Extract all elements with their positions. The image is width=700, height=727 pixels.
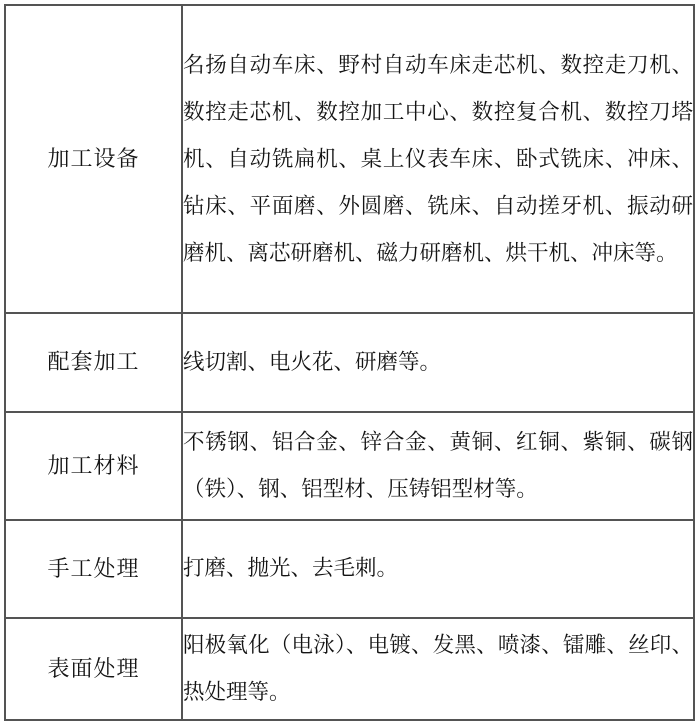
- row-label-processing-materials: 加工材料: [5, 412, 182, 521]
- table-row: [5, 313, 694, 411]
- row-label-surface-treatment: 表面处理: [5, 618, 182, 720]
- row-content-processing-equipment: 名扬自动车床、野村自动车床走芯机、数控走刀机、数控走芯机、数控加工中心、数控复合机、数控刀塔机、自动铣扁机、桌上仪表车床、卧式铣床、冲床、钻床、平面磨、外圆磨、铣床、自动搓牙机、振动研磨机、离芯研磨机、磁力研磨机、烘干机、冲床等。: [182, 5, 694, 313]
- row-content-supporting-processing: 线切割、电火花、研磨等。: [182, 313, 694, 411]
- row-label-manual-processing: 手工处理: [5, 520, 182, 617]
- table-row: [5, 5, 694, 313]
- row-label-supporting-processing: 配套加工: [5, 313, 182, 411]
- table-row: [5, 618, 694, 720]
- row-label-processing-equipment: 加工设备: [5, 5, 182, 313]
- row-content-manual-processing: 打磨、抛光、去毛刺。: [182, 520, 694, 617]
- row-content-surface-treatment: 阳极氧化（电泳）、电镀、发黑、喷漆、镭雕、丝印、热处理等。: [182, 618, 694, 720]
- row-content-processing-materials: 不锈钢、铝合金、锌合金、黄铜、红铜、紫铜、碳钢（铁）、钢、铝型材、压铸铝型材等。: [182, 412, 694, 521]
- table-row: [5, 520, 694, 617]
- specs-table: [4, 4, 695, 721]
- table-row: [5, 412, 694, 521]
